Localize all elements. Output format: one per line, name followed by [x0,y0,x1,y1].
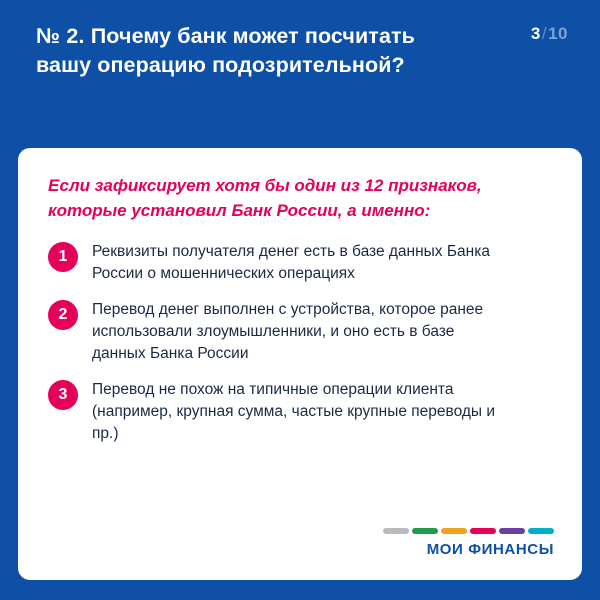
page-current: 3 [530,24,541,43]
list-item [48,379,552,445]
list-item-badge: 3 [48,380,78,410]
logo-bar-1 [383,528,409,534]
list-item [48,241,552,285]
list-item-text: Перевод денег выполнен с устройства, которое ранее использовали злоумышленники, и оно есть в базе данных Банка России [92,301,484,363]
logo-bars-icon [383,528,554,534]
logo-bar-5 [499,528,525,534]
page-indicator [531,24,568,44]
page-total: 10 [548,24,568,43]
content-card [18,148,582,580]
list-item [48,299,552,365]
list-item-text: Перевод не похож на типичные операции клиента (например, крупная сумма, частые крупные переводы и пр.) [92,381,495,443]
logo-bar-3 [441,528,467,534]
section-number: № 2. [36,24,85,48]
brand-logo [383,528,554,558]
page-separator: / [541,24,548,43]
card-lead-text: Если зафиксирует хотя бы один из 12 признаков, которые установил Банк России, а именно: [48,176,482,220]
logo-bar-4 [470,528,496,534]
page-title-text: Почему банк может посчитать вашу операцию подозрительной? [36,24,415,77]
logo-bar-6 [528,528,554,534]
list-item-badge: 2 [48,300,78,330]
slide-header [36,22,570,79]
logo-bar-2 [412,528,438,534]
logo-text: МОИ ФИНАНСЫ [426,541,554,558]
list-item-badge: 1 [48,242,78,272]
list-item-text: Реквизиты получателя денег есть в базе данных Банка России о мошеннических операциях [92,243,490,283]
criteria-list [48,241,552,445]
page-title [36,22,456,79]
